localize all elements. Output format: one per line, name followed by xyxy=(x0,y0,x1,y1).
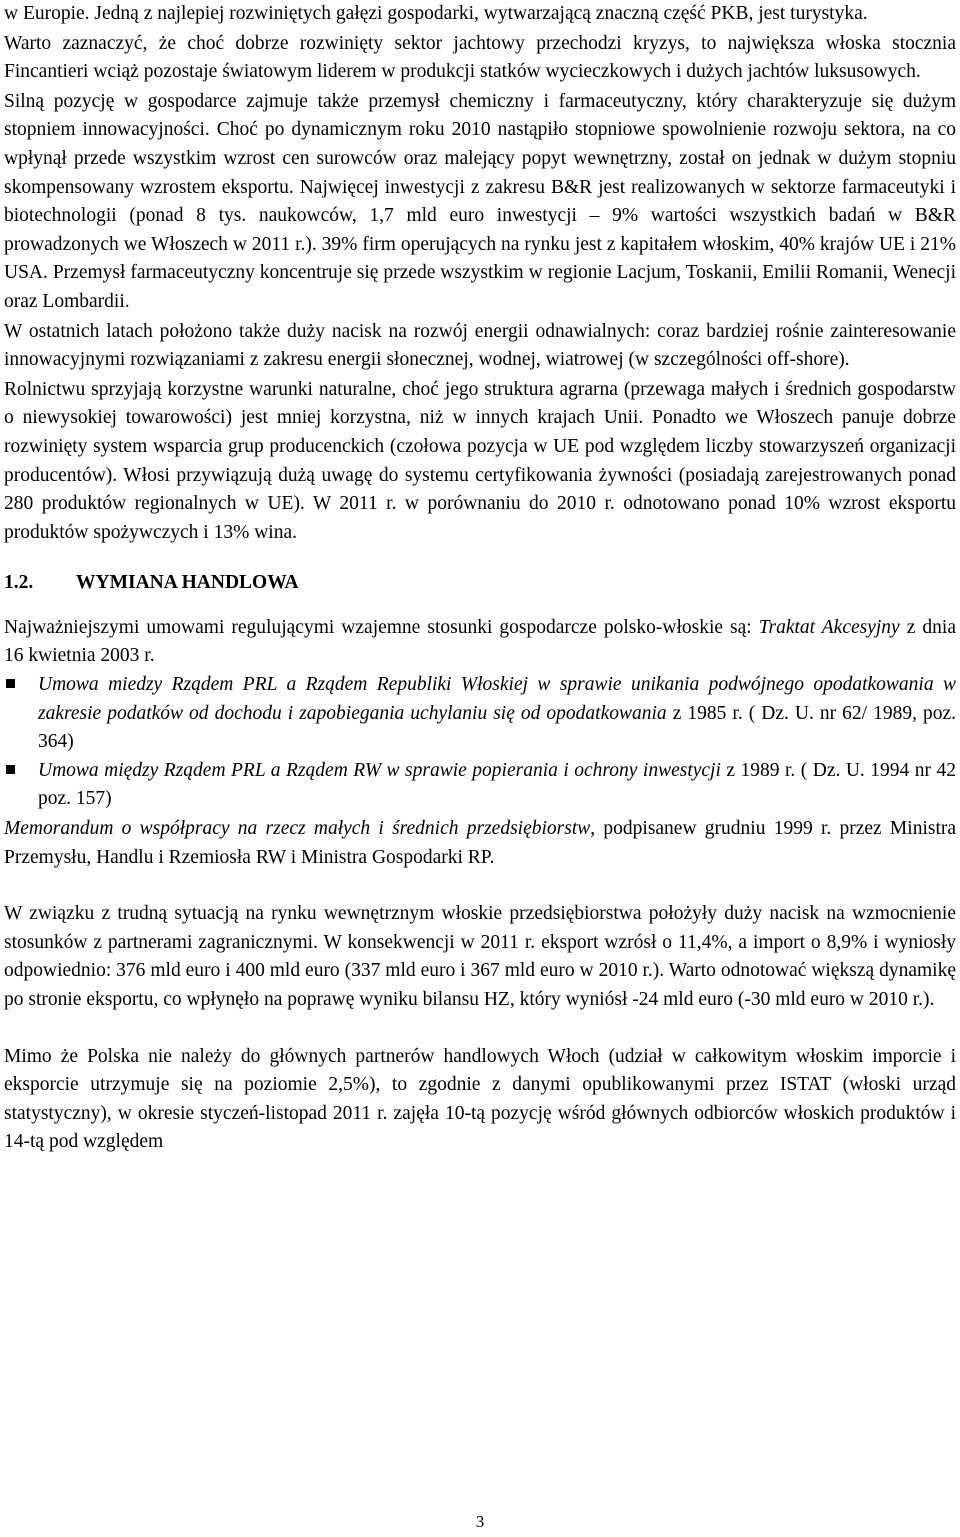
memorandum-title: Memorandum o współpracy na rzecz małych i średnich przedsiębiorstw xyxy=(4,818,591,840)
paragraph-trade-results: W związku z trudną sytuacją na rynku wewnętrznym włoskie przedsiębiorstwa położyły duży nacisk na wzmocnienie stosunków z partnerami zagranicznymi. W konsekwencji w 2011 r. eksport wzrósł o 11,4%, a import o 8,9% i wyniosły odpowiednio: 376 mld euro i 400 mld euro (337 mld euro i 367 mld euro w 2010 r.). Warto odnotować większą dynamikę po stronie eksportu, co wpłynęło na poprawę wyniku bilansu HZ, który wyniósł -24 mld euro (-30 mld euro w 2010 r.). xyxy=(4,903,956,1010)
treaty-title: Traktat Akcesyjny xyxy=(758,616,900,638)
paragraph-poland-position: Mimo że Polska nie należy do głównych partnerów handlowych Włoch (udział w całkowitym włoskim imporcie i eksporcie utrzymuje się na poziomie 2,5%), to zgodnie z danymi opublikowanymi przez ISTAT (włoski urząd statystyczny), w okresie styczeń-listopad 2011 r. zajęła 10-tą pozycję wśród głównych odbiorców włoskich produktów i 14-tą pod względem xyxy=(4,1045,956,1153)
paragraph-agriculture: Rolnictwu sprzyjają korzystne warunki naturalne, choć jego struktura agrarna (przewaga małych i średnich gospodarstw o niewysokiej towarowości) jest mniej korzystna, niż w innych krajach Unii. Ponadto we Włoszech panuje dobrze rozwinięty system wsparcia grup producenckich (czołowa pozycja w UE pod względem liczby stowarzyszeń organizacji producentów). Włosi przywiązują dużą uwagę do systemu certyfikowania żywności (posiadają zarejestrowanych ponad 280 produktów regionalnych w UE). W 2011 r. w porównaniu do 2010 r. odnotowano ponad 10% wzrost eksportu produktów spożywczych i 13% wina. xyxy=(4,378,956,543)
list-item xyxy=(4,671,956,757)
paragraph-chemical-industry: Silną pozycję w gospodarce zajmuje także przemysł chemiczny i farmaceutyczny, który charakteryzuje się dużym stopniem innowacyjności. Choć po dynamicznym roku 2010 nastąpiło stopniowe spowolnienie rozwoju sektora, na co wpłynął przede wszystkim wzrost cen surowców oraz malejący popyt wewnętrzny, został on jednak w dużym stopniu skompensowany wzrostem eksportu. Najwięcej inwestycji z zakresu B&R jest realizowanych w sektorze farmaceutyki i biotechnologii (ponad 8 tys. naukowców, 1,7 mld euro inwestycji – 9% wartości wszystkich badań w B&R prowadzonych we Włoszech w 2011 r.). 39% firm operujących na rynku jest z kapitałem włoskim, 40% krajów UE i 21% USA. Przemysł farmaceutyczny koncentruje się przede wszystkim w regionie Lacjum, Toskanii, Emilii Romanii, Wenecji oraz Lombardii. xyxy=(4,90,956,312)
section-title: WYMIANA HANDLOWA xyxy=(76,572,299,594)
agreement-title: Umowa między Rządem PRL a Rządem RW w sprawie popierania i ochrony inwestycji xyxy=(38,759,721,781)
square-bullet-icon xyxy=(6,679,15,688)
memorandum-details: , podpisanew grudniu 1999 r. przez Ministra Przemysłu, Handlu i Rzemiosła RW i Ministra Gospodarki RP. xyxy=(4,818,957,868)
agreement-reference: z 1985 r. ( Dz. U. nr 62/ 1989, poz. 364) xyxy=(38,702,957,753)
agreement-reference: z 1989 r. ( Dz. U. 1994 nr 42 poz. 157) xyxy=(38,759,956,810)
page-number: 3 xyxy=(475,1512,485,1531)
list-item xyxy=(4,757,956,814)
square-bullet-icon xyxy=(6,765,15,774)
section-heading xyxy=(4,569,956,598)
section-number: 1.2. xyxy=(4,572,34,594)
treaty-date: z dnia 16 kwietnia 2003 r. xyxy=(4,616,956,667)
agreements-intro: Najważniejszymi umowami regulującymi wzajemne stosunki gospodarcze polsko-włoskie są: Traktat Akcesyjny z dnia 16 kwietnia 2003 r. xyxy=(4,616,956,667)
paragraph-tourism: w Europie. Jedną z najlepiej rozwiniętych gałęzi gospodarki, wytwarzającą znaczną część PKB, jest turystyka. xyxy=(4,3,868,24)
agreements-list xyxy=(4,671,956,814)
paragraph-renewable-energy: W ostatnich latach położono także duży nacisk na rozwój energii odnawialnych: coraz bardziej rośnie zainteresowanie innowacyjnymi rozwiązaniami z zakresu energii słonecznej, wodnej, wiatrowej (w szczególności off-shore). xyxy=(4,320,956,371)
spacer xyxy=(4,872,956,900)
spacer xyxy=(4,1015,956,1043)
memorandum-paragraph xyxy=(4,815,956,872)
paragraph-yachts: Warto zaznaczyć, że choć dobrze rozwinięty sektor jachtowy przechodzi kryzys, to największa włoska stocznia Fincantieri wciąż pozostaje światowym liderem w produkcji statków wycieczkowych i dużych jachtów luksusowych. xyxy=(4,32,956,83)
agreement-title: Umowa miedzy Rządem PRL a Rządem Republiki Włoskiej w sprawie unikania podwójnego opodatkowania w zakresie podatków od dochodu i zapobiegania uchylaniu się od opodatkowania xyxy=(38,674,956,724)
